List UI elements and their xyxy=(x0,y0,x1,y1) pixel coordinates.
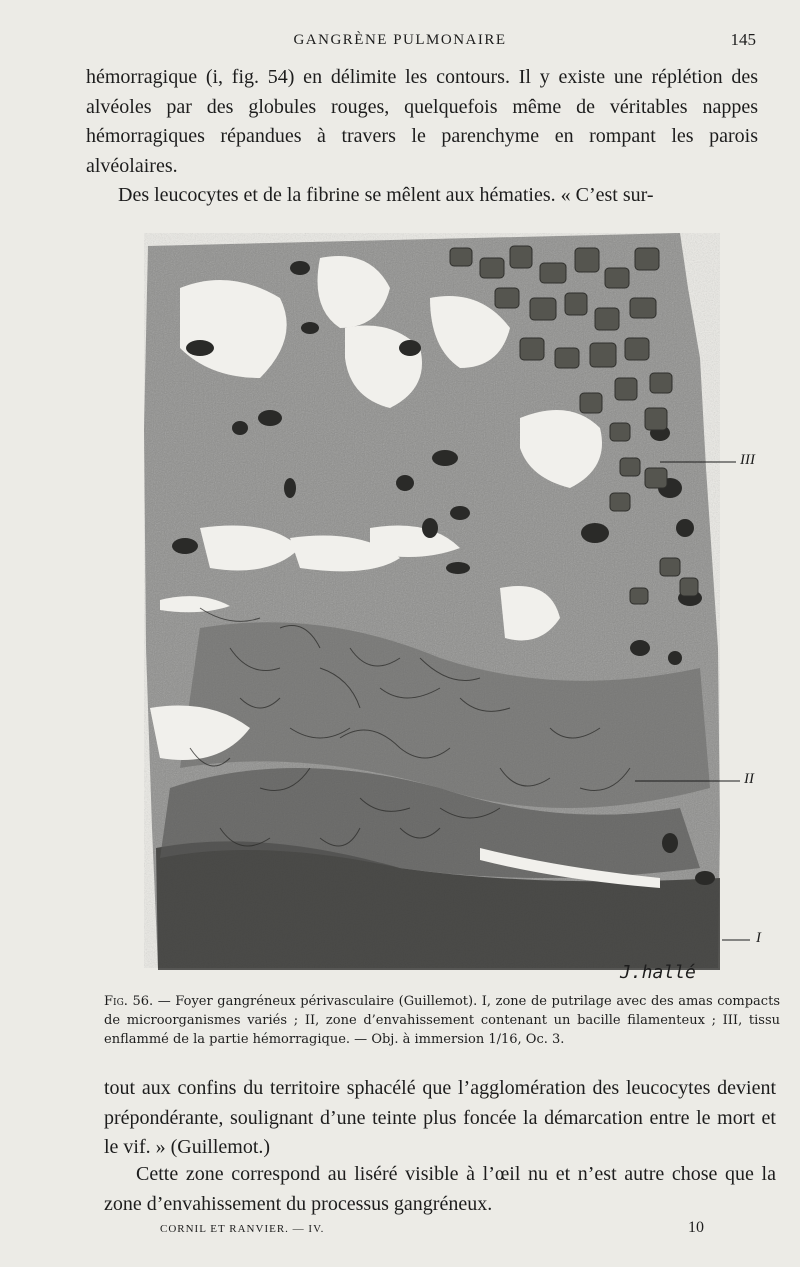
paragraph-leucocytes: Des leucocytes et de la fibrine se mêlent aux hématies. « C’est sur- xyxy=(118,184,654,206)
paragraph-hemorrhagic-zone: hémorragique (i, fig. 54) en délimite les contours. Il y existe une réplétion des alvéoles par des globules rouges, quelquefois même de véritables nappes hémorragiques répandues à travers le parenchyme en rompant les parois alvéolaires. xyxy=(86,66,758,177)
figure-caption xyxy=(104,992,780,1049)
figure-caption-text: — Foyer gangréneux périvasculaire (Guillemot). I, zone de putrilage avec des amas compacts de microorganismes variés ; II, zone d’envahissement contenant un bacille filamenteux ; III, tissu enflammé de la partie hémorragique. — Obj. à immersion 1/16, Oc. 3. xyxy=(104,994,780,1047)
figure-label-ii: II xyxy=(744,771,754,787)
signature-mark: CORNIL ET RANVIER. — IV. xyxy=(160,1223,325,1235)
figure-caption-prefix: Fig. 56. xyxy=(104,994,154,1009)
figure-label-i: I xyxy=(756,930,761,946)
paragraph-invasion-zone: Cette zone correspond au liséré visible à l’œil nu et n’est autre chose que la zone d’envahissement du processus gangréneux. xyxy=(104,1163,776,1215)
label-leader-lines xyxy=(140,228,780,988)
paragraph-demarcation: tout aux confins du territoire sphacélé que l’agglomération des leucocytes devient prépondérante, soulignant d’une teinte plus foncée la démarcation entre le mort et le vif. » (Guillemot.) xyxy=(104,1077,776,1158)
sheet-number: 10 xyxy=(688,1219,704,1236)
running-head-title: GANGRÈNE PULMONAIRE xyxy=(293,32,507,48)
page-number: 145 xyxy=(730,30,756,49)
engraver-signature: J.hallé xyxy=(620,962,696,983)
figure-56-engraving xyxy=(140,228,780,988)
figure-label-iii: III xyxy=(740,452,755,468)
running-head xyxy=(0,30,800,52)
